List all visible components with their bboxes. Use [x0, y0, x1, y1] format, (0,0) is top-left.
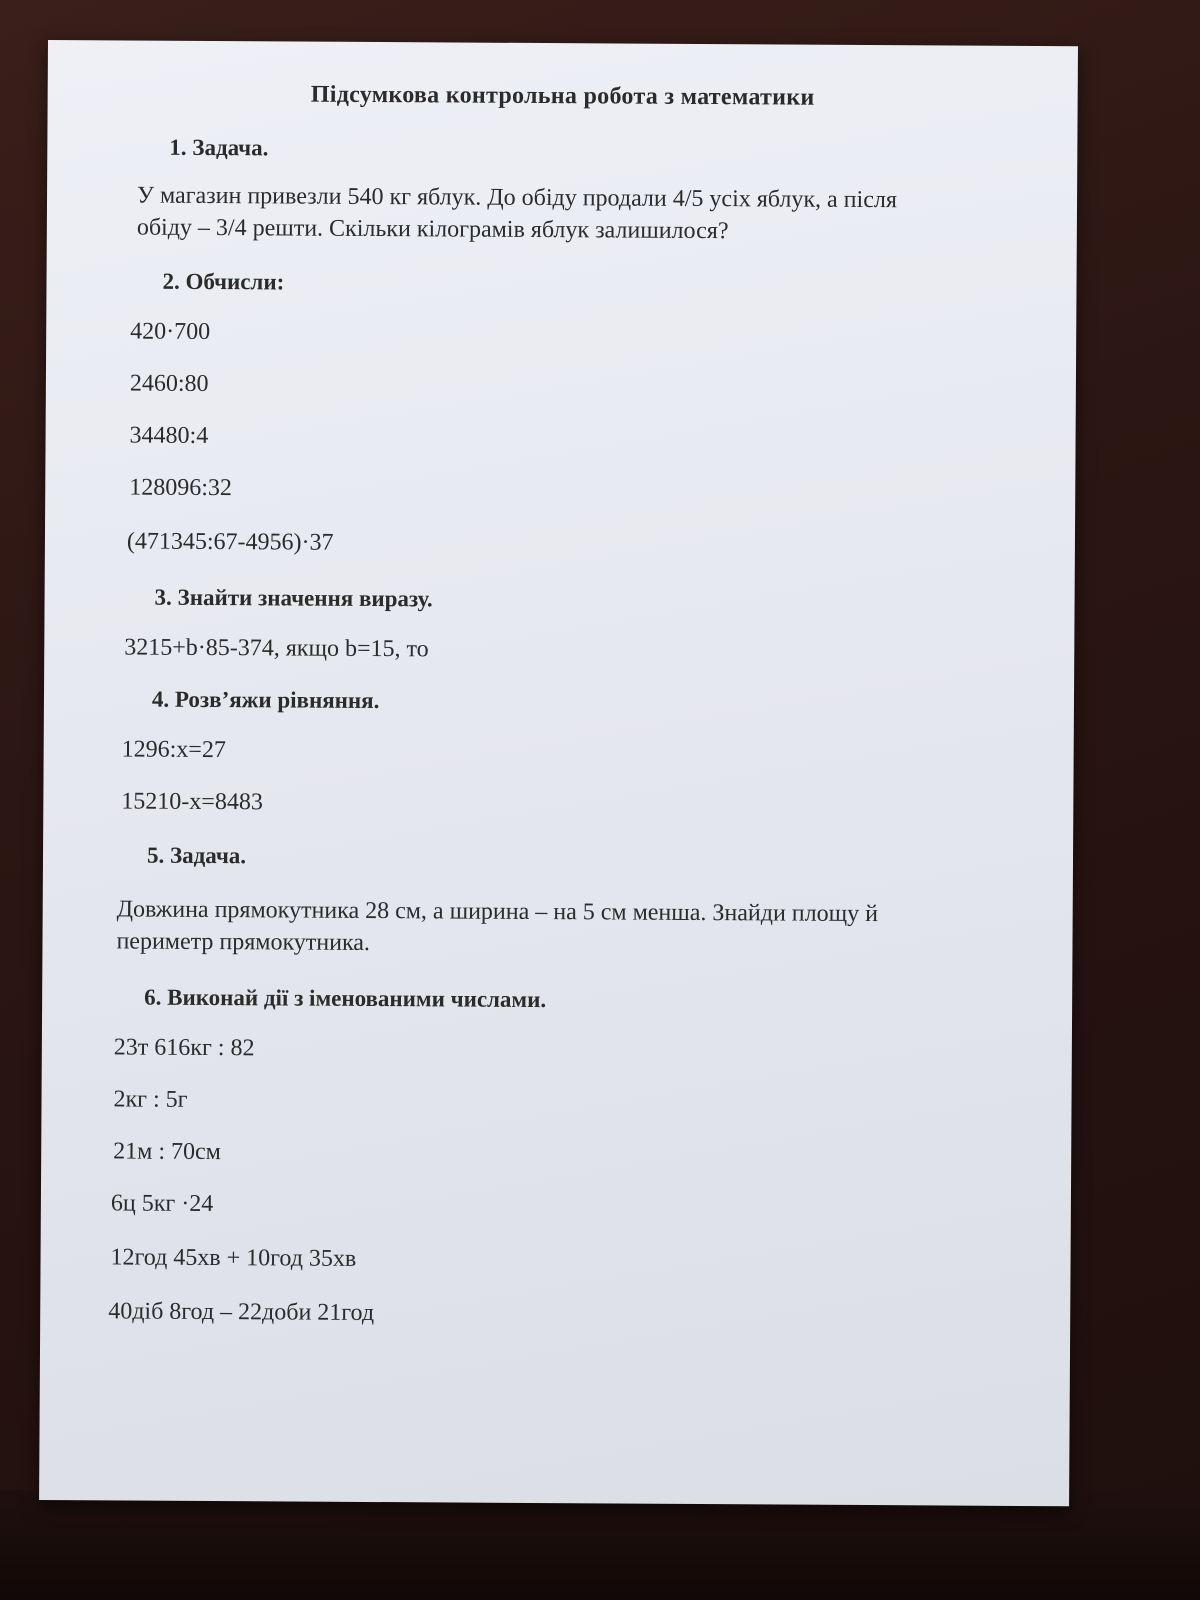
task1-text-line2: обіду – 3/4 решти. Скільки кілограмів яблук залишилося?: [136, 214, 729, 245]
task3-item: 3215+b·85-374, якщо b=15, то: [124, 634, 429, 663]
task2-item: 420·700: [130, 318, 211, 345]
task6-item: 21м : 70см: [113, 1138, 221, 1166]
task5-text-line1: Довжина прямокутника 28 см, а ширина – на 5 см менша. Знайди площу й: [116, 896, 879, 928]
paper-sheet: [39, 40, 1078, 1506]
table-surface: [0, 1490, 1200, 1600]
task4-item: 1296:х=27: [121, 736, 226, 764]
task2-heading: 2. Обчисли:: [162, 268, 285, 295]
task6-item: 2кг : 5г: [113, 1086, 188, 1113]
task6-item: 12год 45хв + 10год 35хв: [110, 1244, 357, 1272]
task6-heading: 6. Виконай дії з іменованими числами.: [144, 984, 547, 1013]
task3-heading: 3. Знайти значення виразу.: [154, 584, 433, 612]
task4-heading: 4. Розв’яжи рівняння.: [151, 686, 380, 714]
task6-item: 23т 616кг : 82: [113, 1034, 255, 1062]
task2-item: 128096:32: [129, 474, 233, 502]
task5-text-line2: периметр прямокутника.: [116, 928, 371, 956]
task1-text-line1: У магазин привезли 540 кг яблук. До обіду продали 4/5 усіх яблук, а після: [136, 182, 897, 214]
task4-item: 15210-х=8483: [121, 788, 263, 816]
task6-item: 40діб 8год – 22доби 21год: [108, 1298, 375, 1327]
task2-item: (471345:67-4956)·37: [126, 528, 334, 556]
task2-item: 2460:80: [129, 370, 209, 397]
task2-item: 34480:4: [129, 422, 209, 449]
document-title: Підсумкова контрольна робота з математики: [310, 81, 815, 111]
task6-item: 6ц 5кг ·24: [110, 1190, 214, 1218]
task1-heading: 1. Задача.: [169, 134, 269, 161]
task5-heading: 5. Задача.: [146, 842, 247, 869]
